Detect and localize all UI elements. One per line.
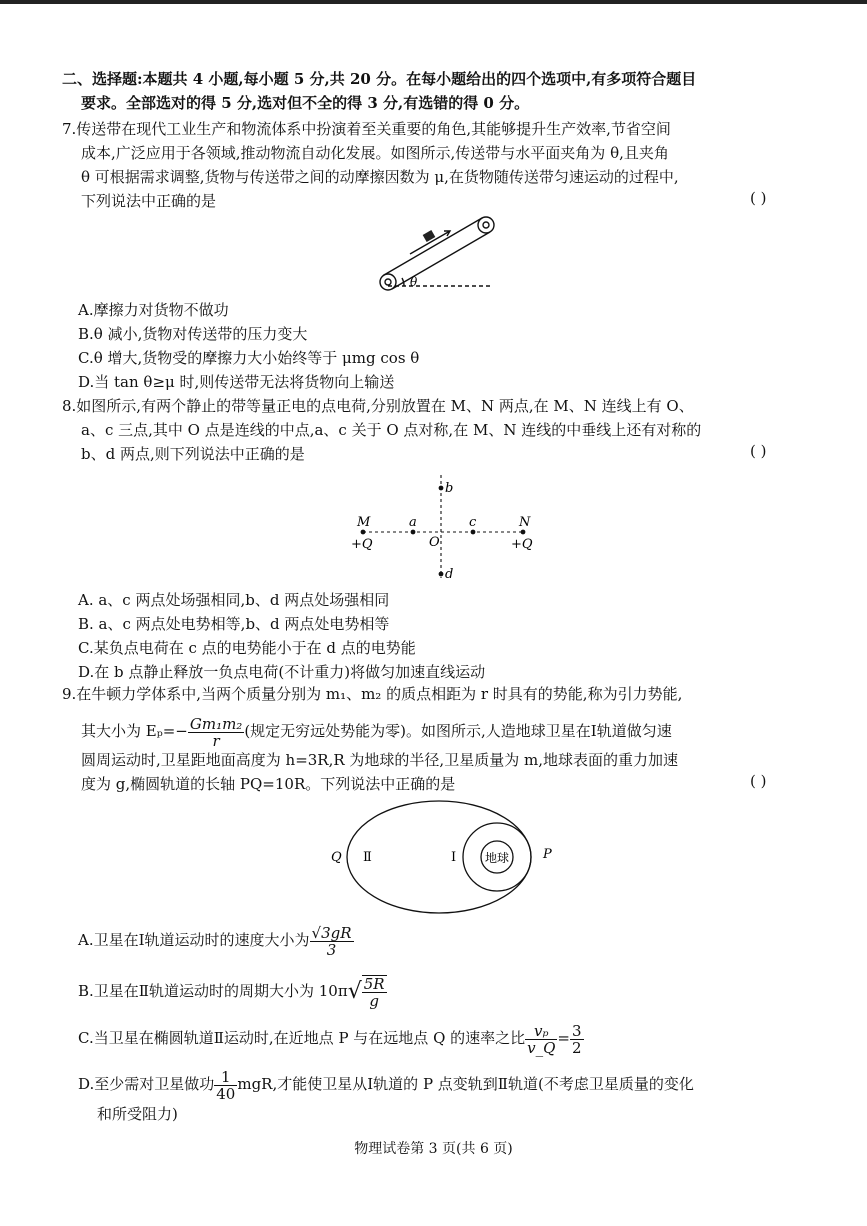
label-charge-n: +Q	[511, 537, 533, 552]
q8-line-1: 8.如图所示,有两个静止的带等量正电的点电荷,分别放置在 M、N 两点,在 M、N 连线上有 O、	[62, 397, 694, 415]
q9-option-c-numerator: vₚ	[525, 1023, 557, 1040]
q9-option-b-radicand	[362, 975, 387, 1009]
belt-lower	[392, 232, 490, 289]
label-m: M	[357, 515, 371, 530]
q9-option-d-numerator: 1	[214, 1069, 237, 1086]
question-8-stem	[62, 394, 701, 466]
q8-charges-figure	[345, 470, 545, 585]
point-b	[439, 486, 444, 491]
q8-line-2: a、c 三点,其中 O 点是连线的中点,a、c 关于 O 点对称,在 M、N 连线的中垂线上还有对称的	[81, 421, 702, 439]
q9-option-b-numerator: 5R	[363, 975, 385, 993]
potential-energy-fraction	[188, 716, 244, 749]
label-c: c	[469, 515, 477, 530]
q9-option-c-text: C.当卫星在椭圆轨道Ⅱ运动时,在近地点 P 与在远地点 Q 的速率之比	[78, 1029, 526, 1047]
q8-option-a: A. a、c 两点处场强相同,b、d 两点处场强相同	[78, 591, 390, 609]
q8-option-b: B. a、c 两点处电势相等,b、d 两点处电势相等	[78, 615, 390, 633]
q8-answer-paren: ( )	[750, 442, 767, 460]
sqrt-sign-icon: √	[347, 979, 362, 1004]
page-footer: 物理试卷第 3 页(共 6 页)	[354, 1141, 513, 1157]
q7-options	[78, 298, 419, 394]
q9-option-a-numerator: √3gR	[311, 923, 352, 942]
q9-answer-paren: ( )	[750, 772, 767, 790]
label-p: P	[543, 847, 552, 862]
label-q: Q	[331, 850, 342, 865]
point-d	[439, 572, 444, 577]
q9-option-a-fraction	[310, 925, 354, 958]
q9-option-a-text: A.卫星在Ⅰ轨道运动时的速度大小为	[78, 931, 310, 949]
q9-option-d-fraction	[214, 1069, 237, 1102]
belt-upper	[384, 218, 482, 275]
q9-option-b-denominator: g	[369, 992, 379, 1010]
q9-option-b	[78, 972, 387, 1011]
q7-option-a: A.摩擦力对货物不做功	[78, 301, 229, 319]
q7-conveyor-figure	[370, 214, 500, 294]
label-orbit-i: Ⅰ	[451, 850, 457, 865]
q9-option-d	[78, 1066, 694, 1102]
q7-line-2: 成本,广泛应用于各领域,推动物流自动化发展。如图所示,传送带与水平面夹角为 θ,且夹角	[81, 144, 669, 162]
section-header-line-2: 要求。全部选对的得 5 分,选对但不全的得 3 分,有选错的得 0 分。	[81, 94, 530, 112]
q8-line-3: b、d 两点,则下列说法中正确的是	[81, 445, 305, 463]
q7-option-c: C.θ 增大,货物受的摩擦力大小始终等于 μmg cos θ	[78, 349, 420, 367]
q9-option-a	[78, 922, 354, 958]
point-a	[411, 530, 416, 535]
q9-option-b-text: B.卫星在Ⅱ轨道运动时的周期大小为 10π	[78, 982, 348, 1000]
q9-option-c-ratio	[525, 1023, 557, 1056]
q9-option-c-value-numerator: 3	[572, 1021, 582, 1040]
q9-option-c	[78, 1020, 584, 1056]
q7-option-b: B.θ 减小,货物对传送带的压力变大	[78, 325, 308, 343]
q7-line-1: 7.传送带在现代工业生产和物流体系中扮演着至关重要的角色,其能够提升生产效率,节省空间	[62, 120, 671, 138]
section-header	[62, 67, 696, 115]
q8-option-c: C.某负点电荷在 c 点的电势能小于在 d 点的电势能	[78, 639, 416, 657]
q9-option-d-denominator: 40	[216, 1084, 236, 1103]
point-c	[471, 530, 476, 535]
label-earth: 地球	[485, 851, 510, 865]
question-7-stem	[62, 117, 679, 213]
q9-line-4: 度为 g,椭圆轨道的长轴 PQ=10R。下列说法中正确的是	[81, 775, 456, 793]
q8-options	[78, 588, 485, 684]
label-charge-m: +Q	[351, 537, 373, 552]
q9-orbit-figure	[325, 798, 565, 916]
q7-line-3: θ 可根据需求调整,货物与传送带之间的动摩擦因数为 μ,在货物随传送带匀速运动的过程中,	[81, 168, 679, 186]
q9-line-3: 圆周运动时,卫星距地面高度为 h=3R,R 为地球的半径,卫星质量为 m,地球表面的重力加速	[81, 751, 678, 769]
point-n	[521, 530, 526, 535]
q7-line-4: 下列说法中正确的是	[81, 192, 217, 210]
label-orbit-ii: Ⅱ	[363, 850, 372, 865]
section-header-line-1: 二、选择题:本题共 4 小题,每小题 5 分,共 20 分。在每小题给出的四个选项中,有多项符合题目	[62, 70, 697, 88]
fraction-denominator: r	[212, 731, 220, 750]
point-m	[361, 530, 366, 535]
label-o: O	[429, 535, 440, 550]
label-d: d	[445, 567, 454, 582]
q9-option-c-value	[570, 1023, 584, 1056]
q9-option-d-line-2: 和所受阻力)	[97, 1105, 178, 1123]
q7-answer-paren: ( )	[750, 189, 767, 207]
angle-theta-label: θ	[410, 275, 418, 289]
q7-option-d: D.当 tan θ≥μ 时,则传送带无法将货物向上输送	[78, 373, 395, 391]
label-a: a	[409, 515, 417, 530]
q9-line-2-pre: 其大小为 Eₚ=−	[81, 722, 188, 740]
q9-line-2	[62, 714, 672, 749]
fraction-numerator: Gm₁m₂	[189, 714, 243, 733]
q9-option-c-value-denominator: 2	[572, 1038, 582, 1057]
label-n: N	[519, 515, 531, 530]
q9-option-c-equals: =	[557, 1029, 570, 1047]
scan-border	[0, 0, 867, 4]
q9-option-a-denominator: 3	[326, 940, 337, 959]
q9-line-2-post: (规定无穷远处势能为零)。如图所示,人造地球卫星在Ⅰ轨道做匀速	[244, 722, 672, 740]
q9-line-1: 9.在牛顿力学体系中,当两个质量分别为 m₁、m₂ 的质点相距为 r 时具有的势能,称为引力势能,	[62, 685, 683, 703]
q9-option-d-text-2: mgR,才能使卫星从Ⅰ轨道的 P 点变轨到Ⅱ轨道(不考虑卫星质量的变化	[237, 1075, 694, 1093]
q9-option-c-denominator: v_Q	[527, 1038, 556, 1057]
q8-option-d: D.在 b 点静止释放一负点电荷(不计重力)将做匀加速直线运动	[78, 663, 486, 681]
label-b: b	[445, 481, 454, 496]
q9-option-d-text: D.至少需对卫星做功	[78, 1075, 215, 1093]
